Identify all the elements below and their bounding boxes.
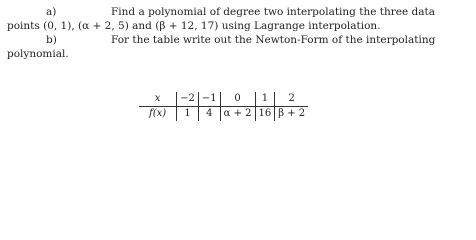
part-a-label: a): [46, 6, 57, 18]
part-b-text-line2: polynomial.: [7, 48, 69, 60]
fx-cell: 16: [255, 107, 275, 122]
fx-cell: β + 2: [278, 108, 306, 119]
row-header-fx: f(x): [139, 107, 177, 122]
x-cell: −1: [198, 92, 220, 107]
part-a-text-line1: Find a polynomial of degree two interpolating the three data: [111, 6, 435, 18]
x-cell: −2: [177, 92, 199, 107]
table-row-x: [139, 92, 308, 107]
table-row-fx: [139, 107, 308, 122]
row-header-x: x: [139, 92, 177, 107]
x-cell: 1: [255, 92, 275, 107]
x-cell: 0: [220, 92, 255, 107]
fx-cell: 4: [198, 107, 220, 122]
part-a-text-line2: points (0, 1), (α + 2, 5) and (β + 12, 17) using Lagrange interpolation.: [7, 20, 381, 32]
part-b-text-line1: For the table write out the Newton-Form of the interpolating: [111, 34, 436, 46]
part-b-label: b): [46, 34, 57, 46]
fx-cell: α + 2: [220, 107, 255, 122]
x-cell: 2: [275, 92, 308, 107]
fx-cell: 1: [177, 107, 199, 122]
interpolation-table: [139, 92, 308, 121]
